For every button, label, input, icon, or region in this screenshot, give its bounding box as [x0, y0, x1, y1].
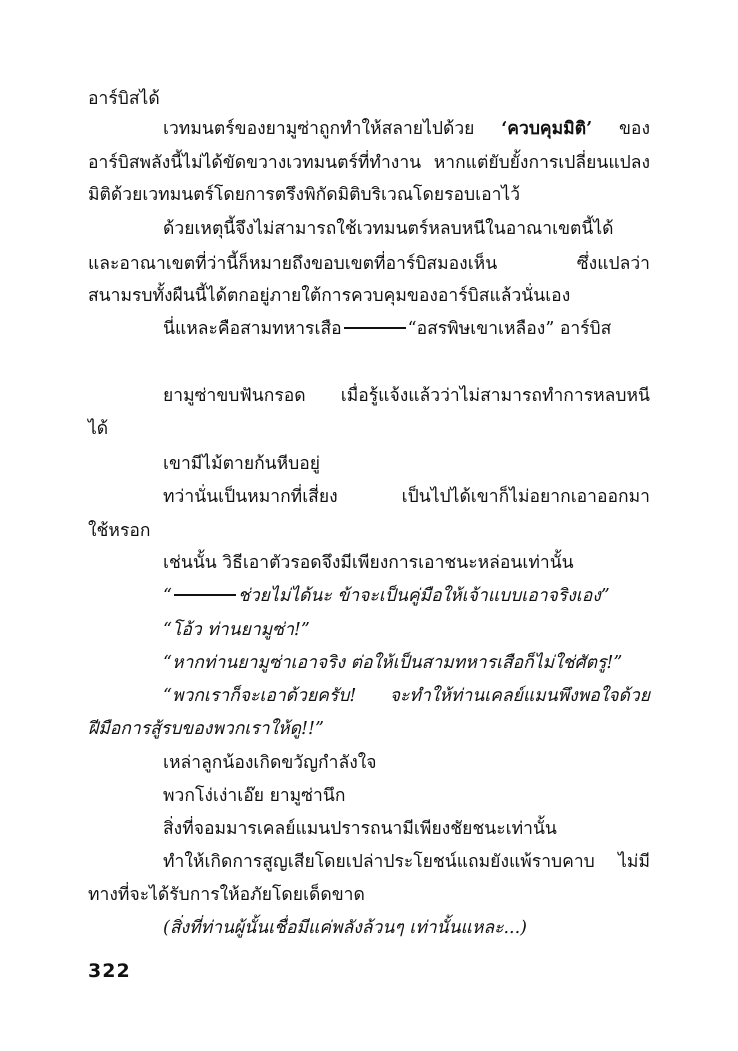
line-text: สิ่งที่จอมมารเคลย์แมนปรารถนามีเพียงชัยชนะเท่านั้น [163, 819, 557, 839]
text-line [88, 516, 650, 546]
line-text: (สิ่งที่ท่านผู้นั้นเชื่อมีแค่พลังล้วนๆ เท่านั้นแหละ...) [163, 918, 527, 938]
text-line [163, 314, 650, 344]
line-text: ทว่านั่นเป็นหมากที่เสี่ยง เป็นไปได้เขาก็ไม่อยากเอาออกมา [163, 487, 650, 507]
text-line [163, 482, 650, 512]
text-line [88, 880, 650, 910]
text-line [163, 548, 650, 578]
term-dimension-control: ‘ควบคุมมิติ’ [501, 119, 593, 139]
line-text: สนามรบทั้งผืนนี้ได้ตกอยู่ภายใต้การควบคุมของอาร์บิสแล้วนั่นเอง [88, 286, 571, 306]
line-text: มิติด้วยเวทมนตร์โดยการตรึงพิกัดมิติบริเวณโดยรอบเอาไว้ [88, 185, 521, 205]
line-text: ทำให้เกิดการสูญเสียโดยเปล่าประโยชน์แถมยังแพ้ราบคาบ ไม่มี [163, 852, 650, 872]
line-text: พวกโง่เง่าเอ๊ย ยามูซ่านึก [163, 786, 346, 806]
line-text: เช่นนั้น วิธีเอาตัวรอดจึงมีเพียงการเอาชนะหล่อนเท่านั้น [163, 553, 574, 573]
text-line [163, 114, 650, 144]
line-text: เวทมนตร์ของยามูซ่าถูกทำให้สลายไปด้วย [163, 119, 475, 139]
dialogue-line [88, 714, 650, 744]
em-dash-rule [174, 594, 236, 596]
text-line [163, 748, 650, 778]
text-line [163, 814, 650, 844]
dialogue-line [163, 648, 650, 678]
dialogue-line [163, 615, 650, 645]
line-text: อาร์บิสได้ [88, 89, 160, 109]
thought-line [163, 913, 650, 943]
line-text: ของ [618, 119, 650, 139]
text-line [163, 781, 650, 811]
line-text: ได้ [88, 419, 109, 439]
text-line [88, 281, 650, 311]
line-text: ทางที่จะได้รับการให้อภัยโดยเด็ดขาด [88, 885, 365, 905]
line-text: ใช้หรอก [88, 521, 151, 541]
line-text: “โอ้ว ท่านยามูซ่า!” [163, 620, 310, 640]
line-text: นี่แหละคือสามทหารเสือ [163, 319, 342, 339]
text-line [163, 214, 650, 244]
line-text: “ [163, 586, 172, 606]
line-text: “หากท่านยามูซ่าเอาจริง ต่อให้เป็นสามทหารเสือก็ไม่ใช่ศัตรู!” [163, 653, 623, 673]
line-text: และอาณาเขตที่ว่านี้ก็หมายถึงขอบเขตที่อาร์บิสมองเห็น ซึ่งแปลว่า [88, 254, 650, 274]
text-line [88, 84, 650, 114]
line-text: “พวกเราก็จะเอาด้วยครับ! จะทำให้ท่านเคลย์แมนพึงพอใจด้วย [163, 686, 650, 706]
em-dash-rule [344, 327, 406, 329]
text-line [163, 449, 650, 479]
line-text: “อสรพิษเขาเหลือง” อาร์บิส [407, 319, 612, 339]
text-line [88, 249, 650, 279]
page-number: 322 [88, 960, 131, 982]
text-line [163, 847, 650, 877]
text-line [163, 381, 650, 411]
dialogue-line [163, 581, 650, 611]
line-text: ฝีมือการสู้รบของพวกเราให้ดู!!” [88, 719, 324, 739]
line-text: ด้วยเหตุนี้จึงไม่สามารถใช้เวทมนตร์หลบหนีในอาณาเขตนี้ได้ [163, 219, 614, 239]
line-text: ช่วยไม่ได้นะ ข้าจะเป็นคู่มือให้เจ้าแบบเอาจริงเอง” [237, 586, 610, 606]
line-text: ยามูซ่าขบฟันกรอด เมื่อรู้แจ้งแล้วว่าไม่สามารถทำการหลบหนี [163, 386, 650, 406]
text-line [88, 148, 650, 178]
line-text: อาร์บิสพลังนี้ไม่ได้ขัดขวางเวทมนตร์ที่ทำงาน หากแต่ยับยั้งการเปลี่ยนแปลง [88, 153, 650, 173]
text-line [88, 414, 650, 444]
line-text: เหล่าลูกน้องเกิดขวัญกำลังใจ [163, 753, 377, 773]
text-line [88, 180, 650, 210]
dialogue-line [163, 681, 650, 711]
line-text: เขามีไม้ตายก้นหีบอยู่ [163, 454, 321, 474]
